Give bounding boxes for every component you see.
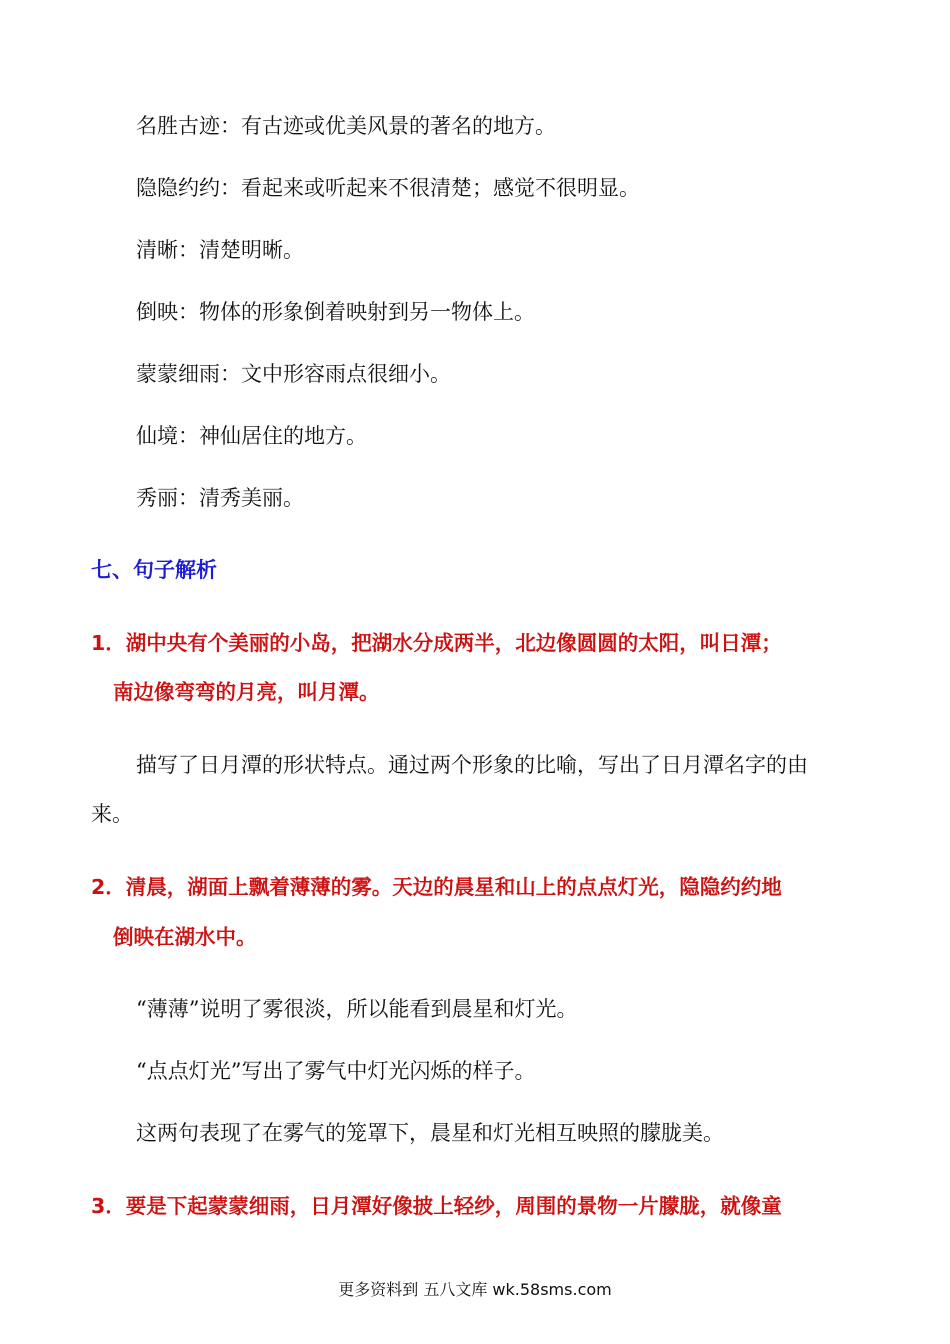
vocab-entry: 隐隐约约：看起来或听起来不很清楚；感觉不很明显。 (136, 176, 640, 200)
footer-link[interactable]: 更多资料到 五八文库 wk.58sms.com (338, 1280, 612, 1299)
vocab-entry: 秀丽：清秀美丽。 (136, 486, 304, 510)
sentence-1-analysis: 描写了日月潭的形状特点。通过两个形象的比喻，写出了日月潭名字的由 (136, 753, 808, 777)
vocab-entry: 倒映：物体的形象倒着映射到另一物体上。 (136, 300, 535, 324)
sentence-2-line-1: 2．清晨，湖面上飘着薄薄的雾。天边的晨星和山上的点点灯光，隐隐约约地 (91, 875, 782, 899)
sentence-1-line-2: 南边像弯弯的月亮，叫月潭。 (113, 680, 380, 704)
vocab-entry: 蒙蒙细雨：文中形容雨点很细小。 (136, 362, 451, 386)
vocab-entry: 清晰：清楚明晰。 (136, 238, 304, 262)
sentence-1-analysis-cont: 来。 (91, 802, 133, 826)
sentence-2-line-2: 倒映在湖水中。 (113, 925, 257, 949)
sentence-3-line-1: 3．要是下起蒙蒙细雨，日月潭好像披上轻纱，周围的景物一片朦胧，就像童 (91, 1194, 782, 1218)
vocab-entry: 名胜古迹：有古迹或优美风景的著名的地方。 (136, 114, 556, 138)
sentence-2-analysis-3: 这两句表现了在雾气的笼罩下，晨星和灯光相互映照的朦胧美。 (136, 1121, 724, 1145)
section-heading: 七、句子解析 (91, 558, 217, 582)
vocab-entry: 仙境：神仙居住的地方。 (136, 424, 367, 448)
sentence-2-analysis-2: “点点灯光”写出了雾气中灯光闪烁的样子。 (136, 1059, 536, 1083)
sentence-2-analysis-1: “薄薄”说明了雾很淡，所以能看到晨星和灯光。 (136, 997, 578, 1021)
sentence-1-line-1: 1．湖中央有个美丽的小岛，把湖水分成两半，北边像圆圆的太阳，叫日潭； (91, 631, 782, 655)
